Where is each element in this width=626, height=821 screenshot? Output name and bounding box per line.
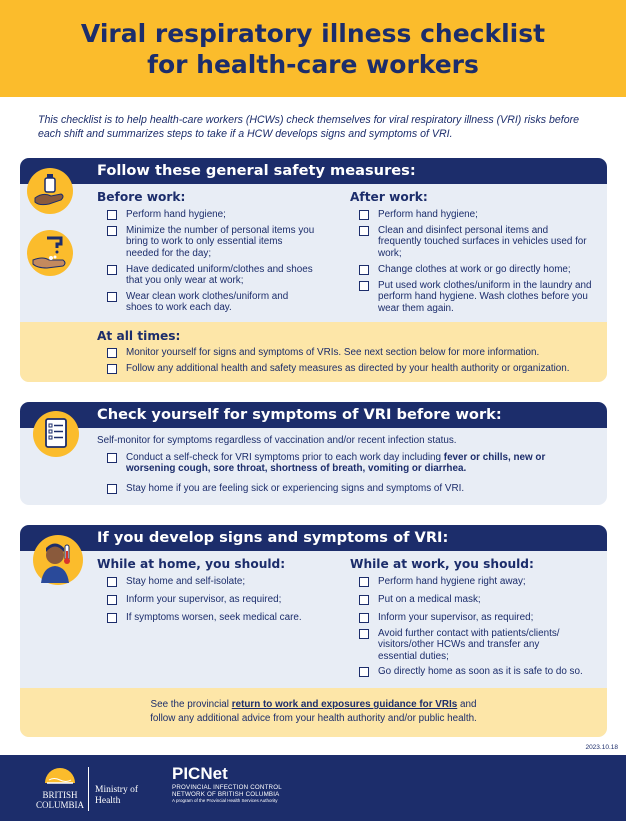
checkbox[interactable] [359,265,369,275]
item-label: Clean and disinfect personal items and frequently touched surfaces in vehicles used for work; [378,225,587,259]
checkbox[interactable] [359,210,369,220]
checkbox[interactable] [107,595,117,605]
item-label: Perform hand hygiene; [378,209,478,220]
guidance-note [20,698,607,726]
checkbox[interactable] [359,595,369,605]
symptom-check-item[interactable] [107,452,577,475]
checkbox[interactable] [107,292,117,302]
picnet-line1: PROVINCIAL INFECTION CONTROL [172,784,282,791]
checkbox[interactable] [359,577,369,587]
symptom-check-item[interactable] [107,483,577,494]
checkbox[interactable] [107,364,117,374]
ministry-of-health [95,785,138,807]
guidance-note-line2: follow any additional advice from your health authority and/or public health. [150,713,477,724]
item-label: Inform your supervisor, as required; [126,594,282,605]
hand-sanitizer-icon [27,168,73,214]
before-work-title: Before work: [97,190,186,204]
picnet-line3: A program of the Provincial Health Services Authority [172,798,278,803]
after-item[interactable] [359,209,589,220]
guidance-note-post: and [457,699,477,710]
checkbox[interactable] [359,629,369,639]
checkbox[interactable] [359,226,369,236]
checklist-icon [33,411,79,457]
provincial-guidance-panel [20,688,607,737]
item-label: Have dedicated uniform/clothes and shoes that you only wear at work; [126,264,313,287]
work-item[interactable] [359,628,579,662]
checkbox[interactable] [107,210,117,220]
section-title: Follow these general safety measures: [97,162,416,179]
section-header [20,525,607,551]
footer-divider [88,767,89,811]
item-label: Minimize the number of personal items you bring to work to only essential items needed for the day; [126,225,315,259]
ministry-line2: Health [95,796,121,806]
checkbox[interactable] [107,613,117,623]
checkbox[interactable] [107,577,117,587]
item-label: Avoid further contact with patients/clients/ visitors/other HCWs and transfer any essential duties; [378,628,560,662]
checkbox[interactable] [359,613,369,623]
section-check-symptoms [20,402,607,505]
picnet-line2: NETWORK OF BRITISH COLUMBIA [172,791,280,798]
item-label: Put on a medical mask; [378,594,481,605]
checkbox[interactable] [107,453,117,463]
home-item[interactable] [107,576,327,587]
page-title-line2: for health-care workers [147,49,479,79]
sick-person-icon [33,535,83,585]
item-label: Go directly home as soon as it is safe to do so. [378,666,583,677]
item-label: Stay home if you are feeling sick or experiencing signs and symptoms of VRI. [126,483,465,494]
home-item[interactable] [107,594,327,605]
section-header [20,158,607,184]
item-label: Wear clean work clothes/uniform and shoes to work each day. [126,291,289,314]
page-title-line1: Viral respiratory illness checklist [80,18,546,48]
item-label: Monitor yourself for signs and symptoms of VRIs. See next section below for more information. [126,347,540,358]
at-all-times-panel [20,322,607,382]
before-item[interactable] [107,225,317,259]
item-label: Follow any additional health and safety measures as directed by your health authority or organization. [126,363,570,374]
bc-logo-icon [43,767,77,785]
item-label-bold: fever or chills, new or worsening cough, sore throat, shortness of breath, vomiting or diarrhea. [126,452,546,475]
self-monitor-text: Self-monitor for symptoms regardless of vaccination and/or recent infection status. [97,435,457,446]
guidance-link[interactable]: return to work and exposures guidance for VRIs [231,699,458,710]
before-item[interactable] [107,291,317,314]
section-header [20,402,607,428]
header-banner [0,0,626,97]
section-general-safety [20,158,607,382]
before-item[interactable] [107,209,317,220]
after-item[interactable] [359,280,599,314]
checkbox[interactable] [107,484,117,494]
ministry-line1: Ministry of [95,785,139,795]
after-item[interactable] [359,225,589,259]
all-times-item[interactable] [107,347,597,358]
item-label: Put used work clothes/uniform in the laundry and perform hand hygiene. Wash clothes before you wear them again. [378,280,592,314]
item-label: Stay home and self-isolate; [126,576,246,587]
work-item[interactable] [359,594,589,605]
hand-washing-icon [27,230,73,276]
section-title: If you develop signs and symptoms of VRI: [97,529,449,546]
before-item[interactable] [107,264,317,287]
checkbox[interactable] [359,667,369,677]
all-times-item[interactable] [107,363,597,374]
intro-text: This checklist is to help health-care workers (HCWs) check themselves for viral respiratory illness (VRI) risks before each shift and summarizes steps to take if a HCW develops signs and symptoms of VRI. [38,114,580,140]
footer [0,755,626,821]
home-item[interactable] [107,612,327,623]
picnet-name: PICNet [172,764,228,783]
item-label: Change clothes at work or go directly home; [378,264,571,275]
item-label: Inform your supervisor, as required; [378,612,534,623]
checkbox[interactable] [107,265,117,275]
checkbox[interactable] [359,281,369,291]
item-label: Perform hand hygiene right away; [378,576,526,587]
item-label: Perform hand hygiene; [126,209,226,220]
at-work-title: While at work, you should: [350,557,534,571]
publication-date: 2023.10.18 [585,744,618,751]
bc-name-line2: COLUMBIA [35,800,84,810]
at-all-times-title: At all times: [97,329,181,343]
bc-name-line1: BRITISH [42,790,78,800]
item-label-text: Conduct a self-check for VRI symptoms prior to each work day including [126,452,444,463]
guidance-note-pre: See the provincial [150,699,232,710]
item-label: If symptoms worsen, seek medical care. [126,612,302,623]
bc-logo [30,767,90,810]
after-item[interactable] [359,264,589,275]
work-item[interactable] [359,612,589,623]
checkbox[interactable] [107,226,117,236]
picnet-logo [172,764,282,804]
after-work-title: After work: [350,190,428,204]
checkbox[interactable] [107,348,117,358]
at-home-title: While at home, you should: [97,557,286,571]
work-item[interactable] [359,576,589,587]
section-develop-symptoms [20,525,607,737]
item-label [126,452,577,475]
section-title: Check yourself for symptoms of VRI before work: [97,406,502,423]
work-item[interactable] [359,666,589,677]
